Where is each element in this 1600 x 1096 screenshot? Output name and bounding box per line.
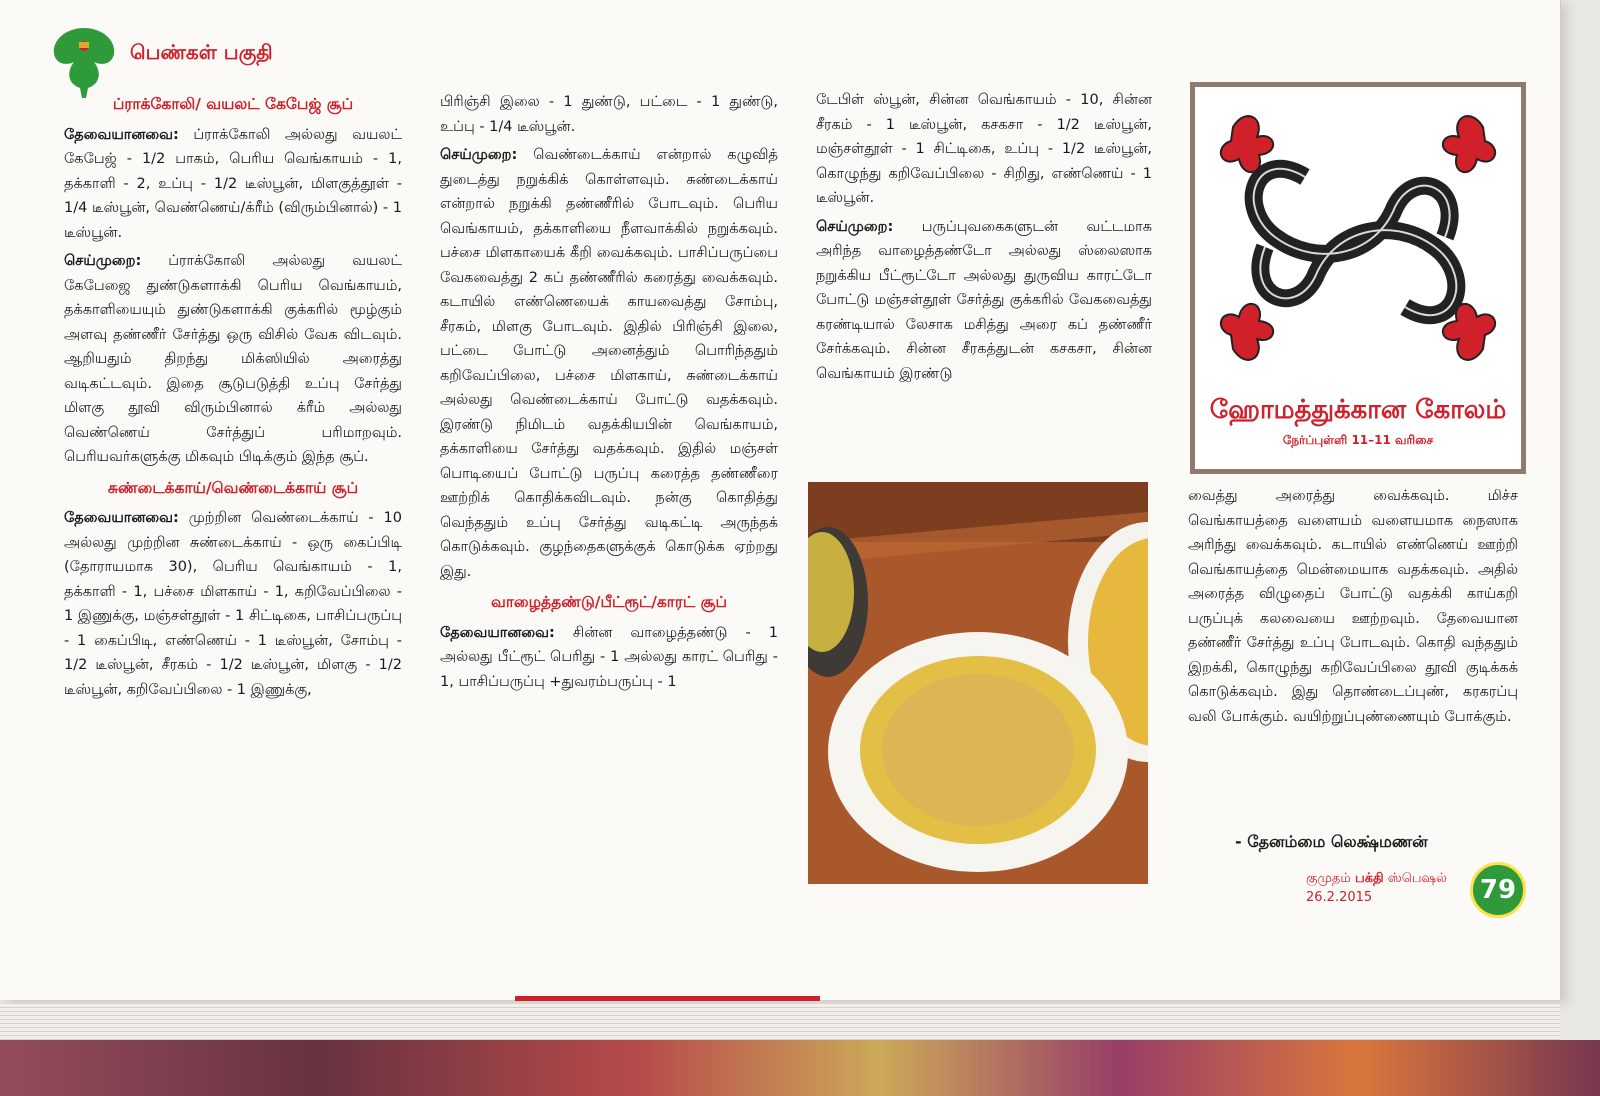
method-label: செய்முறை: <box>816 218 894 235</box>
soup-photo-illustration <box>808 482 1148 884</box>
method-cont-4: வைத்து அரைத்து வைக்கவும். மிச்ச வெங்காயத்தை வளையம் வளையமாக நைஸாக அரிந்து வைக்கவும். கடாயில் எண்ணெய் ஊற்றி வெங்காயத்தை மென்மையாக வதக்கவும். அதில் அரைத்த விழுதைப் போட்டு வதக்கி காய்கறி பருப்புக் கலவையை ஊற்றவும். தேவையான தண்ணீர் சேர்த்து உப்பு போடவும். கொதி வந்ததும் இறக்கி, கொழுந்து கறிவேப்பிலை தூவி குடிக்கக் கொடுக்கவும். இது தொண்டைப்புண், கரகரப்பு வலி போக்கும். வயிற்றுப்புண்ணையும் போக்கும். <box>1188 488 1518 725</box>
ingredients-cont: பிரிஞ்சி இலை - 1 துண்டு, பட்டை - 1 துண்டு, உப்பு - 1/4 டீஸ்பூன். <box>440 94 778 135</box>
method-text: வெண்டைக்காய் என்றால் கழுவித் துடைத்து நறுக்கிக் கொள்ளவும். சுண்டைக்காய் என்றால் நறுக்கி தண்ணீரில் போடவும். பெரிய வெங்காயம், தக்காளியை நீளவாக்கில் நறுக்கவும். பச்சை மிளகாயைக் கீறி வைக்கவும். பாசிப்பருப்பை வேகவைத்து 2 கப் தண்ணீரில் கரைத்து வைக்கவும். கடாயில் எண்ணெயைக் காயவைத்து சோம்பு, சீரகம், மிளகு போடவும். இதில் பிரிஞ்சி இலை, பட்டை போட்டு அனைத்தும் பொரிந்ததும் கறிவேப்பிலை, பச்சை மிளகாய், சுண்டைக்காய் அல்லது வெண்டைக்காய் போட்டு வதக்கவும். இரண்டு நிமிடம் வதக்கியபின் வெங்காயம், தக்காளியை சேர்த்து வதக்கவும். இதில் மஞ்சள் பொடியைப் போட்டு பருப்பு கரைத்த தண்ணீரை ஊற்றிக் கொதிக்கவிடவும். நன்கு கொதித்து வெந்ததும் உப்பு சேர்த்து வடிகட்டி அருந்தக் கொடுக்கவும். குழந்தைகளுக்குக் கொடுக்க ஏற்றது இது. <box>440 147 779 580</box>
magazine-name-c: ஸ்பெஷல் <box>1387 871 1447 886</box>
column-1 <box>64 86 402 706</box>
column-4 <box>1188 484 1518 733</box>
ingredients-label: தேவையானவை: <box>64 510 179 526</box>
method-text: ப்ராக்கோலி அல்லது வயலட் கேபேஜை துண்டுகளாக்கி பெரிய வெங்காயம், தக்காளியையும் துண்டுகளாக்கி குக்கரில் மூழ்கும் அளவு தண்ணீர் சேர்த்து ஒரு விசில் வேக விடவும். ஆறியதும் திறந்து மிக்ஸியில் அரைத்து வடிகட்டவும். இதை சூடுபடுத்தி உப்பு சேர்த்து மிளகு தூவி விரும்பினால் க்ரீம் அல்லது வெண்ணெய் சேர்த்துப் பரிமாறவும். பெரியவர்களுக்கு மிகவும் பிடிக்கும் இந்த சூப். <box>64 253 402 465</box>
soup-photo <box>808 482 1148 884</box>
method-label: செய்முறை: <box>440 147 518 163</box>
ingredients-label: தேவையானவை: <box>64 126 179 143</box>
magazine-name <box>1306 871 1447 887</box>
recipe-title-broccoli: ப்ராக்கோலி/ வயலட் கேபேஜ் சூப் <box>112 95 354 113</box>
method-2 <box>440 143 778 584</box>
method-3 <box>816 215 1152 387</box>
method-label: செய்முறை: <box>64 253 142 269</box>
method-text: பருப்புவகைகளுடன் வட்டமாக அரிந்த வாழைத்தண்டோ அல்லது ஸ்லைஸாக நறுக்கிய பீட்ரூட்டோ அல்லது துருவிய காரட்டோ போட்டு மஞ்சள்தூள் சேர்த்து குக்கரில் வேகவைத்து கரண்டியால் லேசாக மசித்து அரை கப் தண்ணீர் சேர்க்கவும். சின்ன சீரகத்துடன் கசகசா, சின்ன வெங்காயம் இரண்டு <box>816 218 1152 382</box>
method-1 <box>64 249 402 470</box>
kolam-illustration <box>1195 87 1521 387</box>
issue-date: 26.2.2015 <box>1306 890 1373 905</box>
kolam-title: ஹோமத்துக்கான கோலம் <box>1209 395 1507 425</box>
kolam-box <box>1190 82 1526 474</box>
ingredients-text: முற்றின வெண்டைக்காய் - 10 அல்லது முற்றின சுண்டைக்காய் - ஒரு கைப்பிடி (தோராயமாக 30), பெரிய வெங்காயம் - 1, தக்காளி - 1, பச்சை மிளகாய் - 1, கறிவேப்பிலை - 1 இணுக்கு, மஞ்சள்தூள் - 1 சிட்டிகை, பாசிப்பருப்பு - 1 கைப்பிடி, எண்ணெய் - 1 டீஸ்பூன், சோம்பு - 1/2 டீஸ்பூன், சீரகம் - 1/2 டீஸ்பூன், மிளகு - 1/2 டீஸ்பூன், கறிவேப்பிலை - 1 இணுக்கு, <box>64 510 402 698</box>
recipe-title-vazhaithandu: வாழைத்தண்டு/பீட்ரூட்/காரட் சூப் <box>490 593 727 611</box>
ingredients-3 <box>440 621 778 695</box>
section-title: பெண்கள் பகுதி <box>130 40 273 64</box>
magazine-name-a: குமுதம் <box>1306 871 1351 886</box>
ingredients-2 <box>64 506 402 702</box>
page-number: 79 <box>1470 862 1526 918</box>
kolam-subtitle: நேர்ப்புள்ளி 11–11 வரிசை <box>1282 433 1434 447</box>
magazine-name-b: பக்தி <box>1354 871 1384 886</box>
author-name: - தேனம்மை லெக்ஷ்மணன் <box>1235 832 1428 851</box>
next-page-strip <box>0 1040 1600 1096</box>
column-2 <box>440 90 778 698</box>
recipe-title-sundakkai: சுண்டைக்காய்/வெண்டைக்காய் சூப் <box>107 478 359 497</box>
ingredients-1 <box>64 123 402 246</box>
ingredients-label: தேவையானவை: <box>440 624 555 641</box>
red-divider <box>515 996 820 1001</box>
ingredients-text: சின்ன வாழைத்தண்டு - 1 அல்லது பீட்ரூட் பெரிது - 1 அல்லது காரட் பெரிது - 1, பாசிப்பருப்பு +துவரம்பருப்பு - 1 <box>440 624 778 690</box>
ingredients-cont-3: டேபிள் ஸ்பூன், சின்ன வெங்காயம் - 10, சின்ன சீரகம் - 1 டீஸ்பூன், கசகசா - 1/2 டீஸ்பூன், மஞ்சள்தூள் - 1 சிட்டிகை, உப்பு - 1/2 டீஸ்பூன், கொழுந்து கறிவேப்பிலை - சிறிது, எண்ணெய் - 1 டீஸ்பூன். <box>816 92 1152 206</box>
page-edges <box>0 1004 1560 1040</box>
column-3 <box>816 88 1152 390</box>
ingredients-text: ப்ராக்கோலி அல்லது வயலட் கேபேஜ் - 1/2 பாகம், பெரிய வெங்காயம் - 1, தக்காளி - 2, உப்பு - 1/2 டீஸ்பூன், மிளகுத்தூள் - 1/4 டீஸ்பூன், வெண்ணெய்/க்ரீம் (விரும்பினால்) - 1 டீஸ்பூன். <box>64 126 402 241</box>
